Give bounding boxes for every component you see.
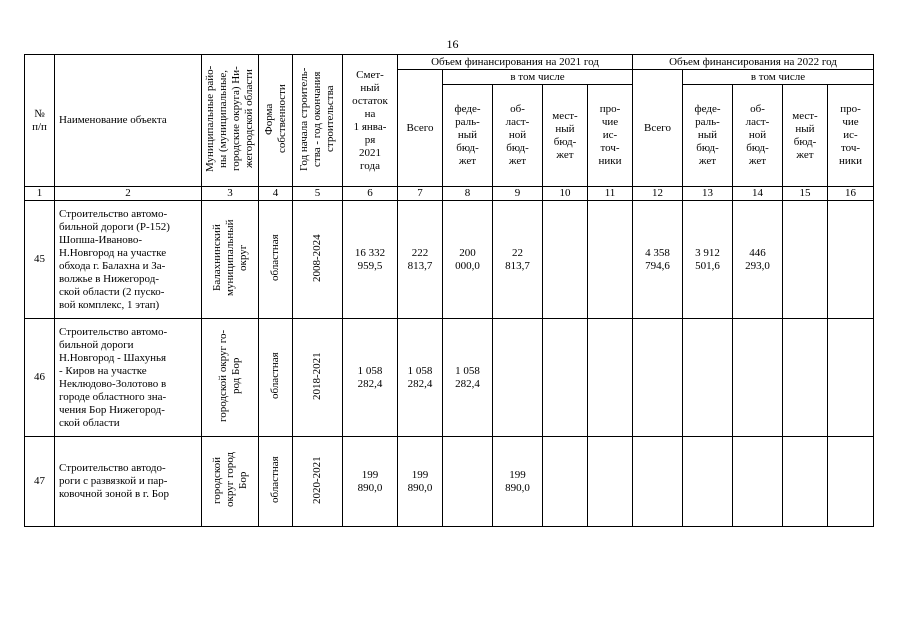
column-number: 15 — [783, 187, 828, 201]
header-years: Год начала строитель- ства - год окончания строительства — [293, 55, 343, 187]
row-federal-2022: 3 912 501,6 — [683, 201, 733, 319]
row-regional-2022: 446 293,0 — [733, 201, 783, 319]
table-row — [25, 201, 874, 319]
row-total-2021: 199 890,0 — [398, 437, 443, 527]
header-incl-2022: в том числе — [683, 70, 874, 85]
row-total-2022: 4 358 794,6 — [633, 201, 683, 319]
column-number: 12 — [633, 187, 683, 201]
column-number: 3 — [202, 187, 259, 201]
row-district: Балахнинский муниципальный округ — [202, 201, 259, 319]
row-federal-2022 — [683, 319, 733, 437]
column-number: 13 — [683, 187, 733, 201]
header-federal-2022: феде- раль- ный бюд- жет — [683, 85, 733, 187]
row-name: Строительство автомо- бильной дороги Н.Новгород - Шахунья - Киров на участке Неклюдово-Золотово в городе областного зна- чения Бор Нижегород- ской области — [55, 319, 202, 437]
row-federal-2022 — [683, 437, 733, 527]
header-fin-2022: Объем финансирования на 2022 год — [633, 55, 874, 70]
row-total-2022 — [633, 437, 683, 527]
column-number: 4 — [259, 187, 293, 201]
row-regional-2022 — [733, 437, 783, 527]
row-local-2022 — [783, 201, 828, 319]
row-num: 45 — [25, 201, 55, 319]
row-other-2021 — [588, 437, 633, 527]
row-years: 2020-2021 — [293, 437, 343, 527]
column-number: 16 — [828, 187, 874, 201]
row-total-2021: 222 813,7 — [398, 201, 443, 319]
row-federal-2021 — [443, 437, 493, 527]
row-other-2021 — [588, 319, 633, 437]
header-regional-2021: об- ласт- ной бюд- жет — [493, 85, 543, 187]
column-number: 9 — [493, 187, 543, 201]
column-number: 11 — [588, 187, 633, 201]
row-local-2021 — [543, 437, 588, 527]
header-local-2022: мест- ный бюд- жет — [783, 85, 828, 187]
column-number: 8 — [443, 187, 493, 201]
header-num: № п/п — [25, 55, 55, 187]
header-district: Муниципальные райо- ны (муниципальные, городские округа) Ни- жегородской области — [202, 55, 259, 187]
header-name: Наименование объекта — [55, 55, 202, 187]
row-total-2022 — [633, 319, 683, 437]
row-years: 2008-2024 — [293, 201, 343, 319]
header-other-2022: про- чие ис- точ- ники — [828, 85, 874, 187]
row-other-2022 — [828, 319, 874, 437]
header-other-2021: про- чие ис- точ- ники — [588, 85, 633, 187]
row-balance: 199 890,0 — [343, 437, 398, 527]
row-regional-2021: 22 813,7 — [493, 201, 543, 319]
header-incl-2021: в том числе — [443, 70, 633, 85]
financing-table — [24, 54, 874, 527]
page-number: 16 — [446, 37, 459, 51]
column-number: 1 — [25, 187, 55, 201]
column-number: 6 — [343, 187, 398, 201]
row-federal-2021: 1 058 282,4 — [443, 319, 493, 437]
table-row — [25, 437, 874, 527]
row-ownership: областная — [259, 319, 293, 437]
header-fin-2021: Объем финансирования на 2021 год — [398, 55, 633, 70]
header-local-2021: мест- ный бюд- жет — [543, 85, 588, 187]
column-number: 14 — [733, 187, 783, 201]
row-district: городской округ го- род Бор — [202, 319, 259, 437]
column-number: 2 — [55, 187, 202, 201]
row-num: 46 — [25, 319, 55, 437]
header-regional-2022: об- ласт- ной бюд- жет — [733, 85, 783, 187]
header-ownership: Форма собственности — [259, 55, 293, 187]
row-regional-2021: 199 890,0 — [493, 437, 543, 527]
row-regional-2021 — [493, 319, 543, 437]
row-total-2021: 1 058 282,4 — [398, 319, 443, 437]
table-row — [25, 319, 874, 437]
row-local-2022 — [783, 437, 828, 527]
row-local-2022 — [783, 319, 828, 437]
header-total-2021: Всего — [398, 70, 443, 187]
header-total-2022: Всего — [633, 70, 683, 187]
row-other-2021 — [588, 201, 633, 319]
row-local-2021 — [543, 319, 588, 437]
row-other-2022 — [828, 201, 874, 319]
row-num: 47 — [25, 437, 55, 527]
row-other-2022 — [828, 437, 874, 527]
header-federal-2021: феде- раль- ный бюд- жет — [443, 85, 493, 187]
row-regional-2022 — [733, 319, 783, 437]
row-years: 2018-2021 — [293, 319, 343, 437]
row-balance: 1 058 282,4 — [343, 319, 398, 437]
row-balance: 16 332 959,5 — [343, 201, 398, 319]
row-federal-2021: 200 000,0 — [443, 201, 493, 319]
column-number: 10 — [543, 187, 588, 201]
column-number: 7 — [398, 187, 443, 201]
row-ownership: областная — [259, 437, 293, 527]
header-balance: Смет- ный остаток на 1 янва- ря 2021 года — [343, 55, 398, 187]
row-ownership: областная — [259, 201, 293, 319]
row-name: Строительство автомо- бильной дороги (Р-152) Шопша-Иваново- Н.Новгород на участке обхода г. Балахна и За- волжье в Нижегород- ской области (2 пуско- вой комплекс, 1 этап) — [55, 201, 202, 319]
row-name: Строительство автодо- роги с развязкой и пар- ковочной зоной в г. Бор — [55, 437, 202, 527]
column-number-row — [25, 187, 874, 201]
row-local-2021 — [543, 201, 588, 319]
column-number: 5 — [293, 187, 343, 201]
row-district: городской округ город Бор — [202, 437, 259, 527]
